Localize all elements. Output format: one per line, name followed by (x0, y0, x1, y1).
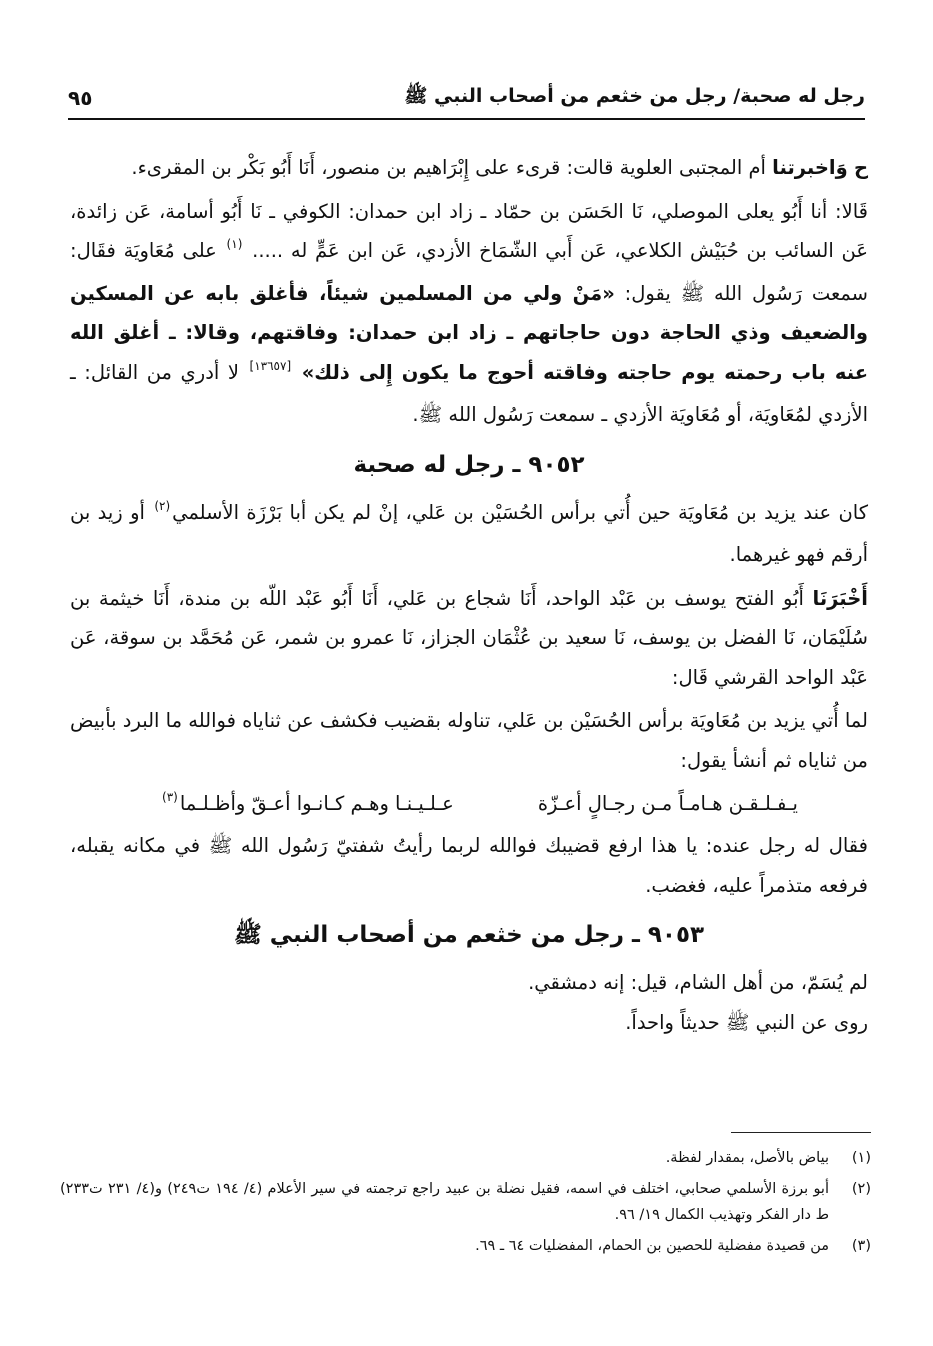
poem-second-hemistich: عـلـيـنـا وهـم كـانـوا أعـقّ وأظـلـما (179, 792, 454, 815)
paragraph-text: قَالا: أنا أَبُو يعلى الموصلي، نَا الحَسَن بن حمّاد ـ زاد ابن حمدان: الكوفي ـ نَا أَبُو أسامة، عَن زائدة، عَن السائب بن حُبَيْش الكلاعي، عَن أَبي الشّمَاخ الأزدي، عَن ابن عَمٍّ له ..... (70, 199, 868, 262)
paragraph-text: على مُعَاويَة فقَال: سمعت رَسُول الله ﷺ يقول: (70, 239, 868, 305)
paragraph-4 (70, 579, 868, 698)
paragraph-7: لم يُسَمّ، من أهل الشام، قيل: إنه دمشقي. (528, 971, 868, 994)
poem-second-hemistich-wrap (160, 784, 454, 826)
footnote-text: أبو برزة الأسلمي صحابي، اختلف في اسمه، فقيل نضلة بن عبيد راجع ترجمته في سير الأعلام (٤/ ١٩٤ ت٢٤٩) و(٤/ ٢٣١ ت٢٣٣) ط دار الفكر وتهذيب الكمال ١٩/ ٩٦. (60, 1181, 830, 1223)
paragraph-6 (70, 826, 868, 905)
hadith-reference: [١٣٦٥٧] (249, 358, 292, 373)
paragraph-8: روى عن النبي ﷺ حديثاً واحداً. (625, 1010, 868, 1034)
footnote-text: من قصيدة مفضلية للحصين بن الحمام، المفضليات ٦٤ ـ ٦٩. (475, 1238, 829, 1254)
paragraph-text: لما أُتي يزيد بن مُعَاويَة برأس الحُسَيْن بن عَلي، تناوله بقضيب فكشف عن ثناياه فوالله ما البرد بأبيض من ثناياه ثم أنشأ يقول: (70, 709, 868, 772)
page-body (70, 148, 868, 1042)
paragraph-text: أم المجتبى العلوية قالت: قرىء على إِبْرَاهيم بن منصور، أَنَا أَبُو بَكْر بن المقرىء. (131, 156, 766, 179)
footnote-number: (١) (851, 1150, 871, 1166)
poem-first-hemistich: يـفـلـقـن هـامـاً مـن رجـالٍ أعـزّة (537, 792, 798, 815)
footnote-mark: (٢) (154, 498, 171, 513)
paragraph-2 (70, 192, 868, 435)
paragraph-3 (70, 493, 868, 575)
paragraph-text: كان عند يزيد بن مُعَاويَة حين أُتي برأس الحُسَيْن بن عَلي، إنْ لم يكن أبا بَرْزَة الأسلمي (172, 500, 868, 524)
prefix-ha: ح (853, 156, 868, 179)
paragraph-1 (70, 148, 868, 188)
paragraph-5 (70, 701, 868, 780)
footnote-number: (٢) (851, 1181, 871, 1197)
footnote-3 (60, 1233, 871, 1259)
footnote-2 (60, 1176, 871, 1228)
paragraph-text: أو زيد بن أرقم فهو غيرهما. (70, 500, 868, 566)
page-number: ٩٥ (68, 86, 93, 110)
lead-word: وَاخبرتنا (772, 156, 848, 179)
footnote-1 (60, 1145, 871, 1171)
lead-word: أَخْبَرَنَا (812, 586, 868, 610)
running-title: رجل له صحبة/ رجل من خثعم من أصحاب النبي ﷺ (404, 85, 865, 107)
footnote-mark: (٣) (162, 790, 178, 804)
poem-verse (70, 784, 868, 826)
footnote-divider (731, 1132, 871, 1133)
footnote-text: بياض بالأصل، بمقدار لفظة. (665, 1150, 829, 1166)
paragraph-text: فقال له رجل عنده: يا هذا ارفع قضيبك فوالله لربما رأيتُ شفتيّ رَسُول الله ﷺ في مكانه يقبله، فرفعه متذمراً عليه، فغضب. (70, 834, 868, 897)
footnote-number: (٣) (851, 1238, 871, 1254)
hadith-quote: «مَنْ ولي من المسلمين شيئاً، فأغلق بابه عن المسكين والضعيف وذي الحاجة دون حاجاتهم ـ زاد ابن حمدان: وفاقتهم، وقالا: ـ أغلق الله عنه باب رحمته يوم حاجته وفاقته أحوج ما يكون إِلى ذلك» (70, 281, 869, 384)
section-heading: ٩٠٥٢ ـ رجل له صحبة (353, 451, 585, 478)
paragraph-text: أَبُو الفتح يوسف بن عَبْد الواحد، أَنَا شجاع بن عَلي، أَنَا أَبُو عَبْد اللّه بن مندة، أَنَا خيثمة بن سُلَيْمَان، نَا الفضل بن يوسف، نَا سعيد بن عُثْمَان الجزاز، نَا عمرو بن شمر، عَن مُحَمَّد بن سوقة، عَن عَبْد الواحد القرشي قَال: (70, 586, 868, 689)
paragraph-text: لا أدري من القائل: ـ الأزدي لمُعَاويَة، أو مُعَاويَة الأزدي ـ سمعت رَسُول الله ﷺ. (70, 360, 868, 426)
section-heading: ٩٠٥٣ ـ رجل من خثعم من أصحاب النبي ﷺ (233, 922, 705, 948)
footnote-mark: (١) (226, 237, 243, 251)
page-header (68, 78, 865, 120)
footnotes (60, 1132, 871, 1264)
